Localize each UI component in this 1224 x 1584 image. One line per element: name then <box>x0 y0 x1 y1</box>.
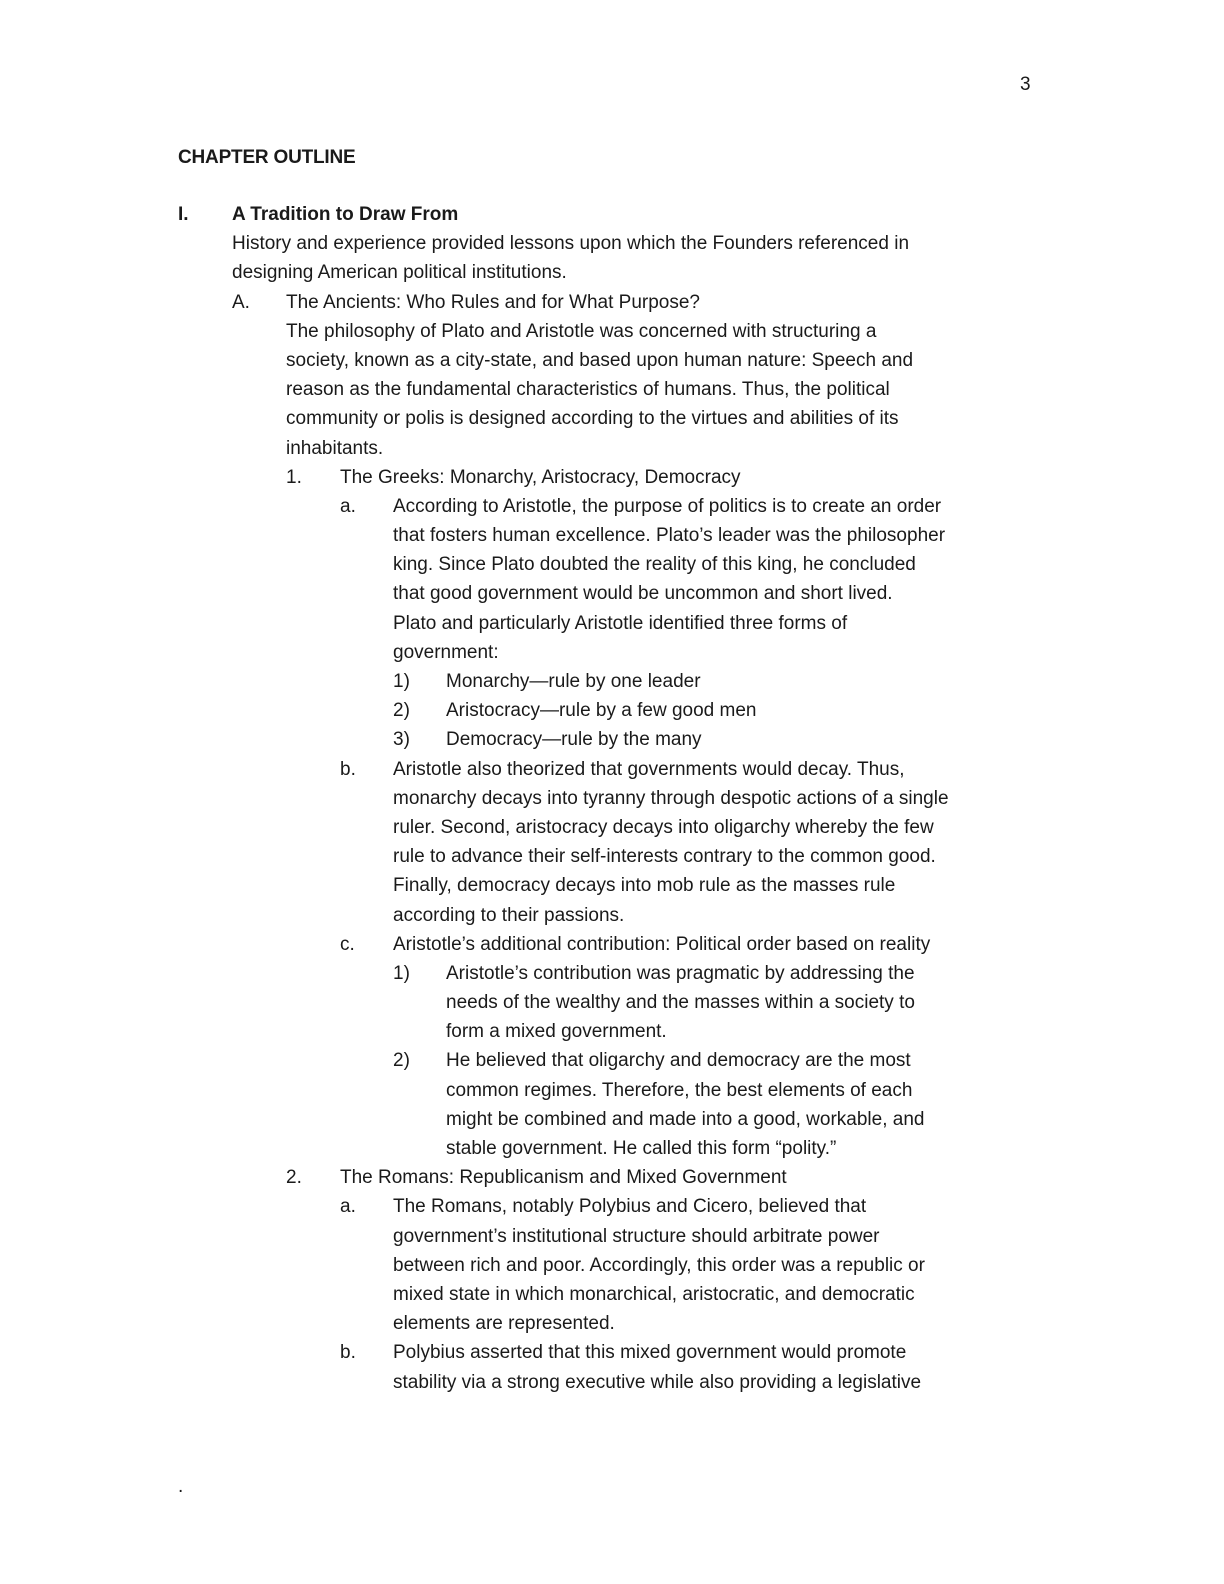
outline-text: The Romans, notably Polybius and Cicero, believed that <box>393 1196 867 1218</box>
outline-text: Finally, democracy decays into mob rule as the masses rule <box>393 875 896 897</box>
outline-line <box>0 346 1224 375</box>
outline-text: stability via a strong executive while also providing a legislative <box>393 1371 922 1393</box>
outline-text: that good government would be uncommon and short lived. <box>393 583 893 605</box>
outline-text: reason as the fundamental characteristics of humans. Thus, the political <box>286 379 890 401</box>
outline-text: needs of the wealthy and the masses within a society to <box>446 992 915 1014</box>
outline-line <box>0 579 1224 608</box>
chapter-title: CHAPTER OUTLINE <box>178 147 356 168</box>
outline-line <box>0 1251 1224 1280</box>
outline-line <box>0 784 1224 813</box>
outline-text: According to Aristotle, the purpose of politics is to create an order <box>393 495 942 517</box>
outline-marker: 2) <box>393 1050 410 1072</box>
outline-text: The Ancients: Who Rules and for What Purpose? <box>286 291 700 313</box>
outline-line <box>0 755 1224 784</box>
outline-line <box>0 988 1224 1017</box>
outline-line <box>0 871 1224 900</box>
outline-text: according to their passions. <box>393 904 625 926</box>
outline-marker: I. <box>178 204 189 225</box>
outline-marker: 1. <box>286 466 302 488</box>
outline-line <box>0 200 1224 229</box>
outline-line <box>0 1192 1224 1221</box>
outline-line <box>0 1163 1224 1192</box>
outline-line <box>0 404 1224 433</box>
outline-line <box>0 1222 1224 1251</box>
outline-line <box>0 1134 1224 1163</box>
outline-text: He believed that oligarchy and democracy are the most <box>446 1050 911 1072</box>
outline-text: government’s institutional structure should arbitrate power <box>393 1225 880 1247</box>
outline-marker: c. <box>340 933 355 955</box>
outline-line <box>0 1046 1224 1075</box>
outline-marker: A. <box>232 291 250 313</box>
outline-line <box>0 725 1224 754</box>
outline-text: ruler. Second, aristocracy decays into oligarchy whereby the few <box>393 816 934 838</box>
outline-text: rule to advance their self-interests contrary to the common good. <box>393 846 936 868</box>
outline-line <box>0 813 1224 842</box>
outline-text: Polybius asserted that this mixed government would promote <box>393 1342 907 1364</box>
outline-text: monarchy decays into tyranny through despotic actions of a single <box>393 787 949 809</box>
outline-line <box>0 463 1224 492</box>
outline-line <box>0 842 1224 871</box>
outline-text: mixed state in which monarchical, aristocratic, and democratic <box>393 1283 915 1305</box>
outline-line <box>0 229 1224 258</box>
outline-line <box>0 1368 1224 1397</box>
outline-line <box>0 258 1224 287</box>
outline-line <box>0 1338 1224 1367</box>
outline-text: designing American political institutions. <box>232 262 567 284</box>
outline-marker: 3) <box>393 729 410 751</box>
outline-text: Plato and particularly Aristotle identified three forms of <box>393 612 848 634</box>
outline-line <box>0 288 1224 317</box>
outline-line <box>0 667 1224 696</box>
outline-line <box>0 1076 1224 1105</box>
outline-text: that fosters human excellence. Plato’s leader was the philosopher <box>393 525 946 547</box>
outline-text: inhabitants. <box>286 437 384 459</box>
outline-text: common regimes. Therefore, the best elements of each <box>446 1079 913 1101</box>
outline-marker: 2) <box>393 700 410 722</box>
outline-line <box>0 375 1224 404</box>
outline-text: government: <box>393 641 499 663</box>
outline-text: The Romans: Republicanism and Mixed Government <box>340 1167 787 1189</box>
outline-marker: a. <box>340 1196 356 1218</box>
outline-text: community or polis is designed according to the virtues and abilities of its <box>286 408 899 430</box>
outline-line <box>0 317 1224 346</box>
outline-line <box>0 959 1224 988</box>
outline-marker: 2. <box>286 1167 302 1189</box>
outline-text: Aristotle’s additional contribution: Political order based on reality <box>393 933 931 955</box>
outline-line <box>0 1017 1224 1046</box>
page-number: 3 <box>1020 74 1031 95</box>
outline-text: might be combined and made into a good, workable, and <box>446 1108 925 1130</box>
outline-text: The philosophy of Plato and Aristotle was concerned with structuring a <box>286 320 877 342</box>
outline-text: form a mixed government. <box>446 1021 667 1043</box>
outline-line <box>0 1309 1224 1338</box>
outline-line <box>0 696 1224 725</box>
outline-line <box>0 609 1224 638</box>
outline-marker: b. <box>340 1342 356 1364</box>
outline-text: between rich and poor. Accordingly, this order was a republic or <box>393 1254 925 1276</box>
section-heading: A Tradition to Draw From <box>232 204 459 225</box>
footer-mark: . <box>178 1476 184 1497</box>
outline-text: stable government. He called this form “polity.” <box>446 1138 837 1159</box>
outline-line <box>0 521 1224 550</box>
outline-line <box>0 1105 1224 1134</box>
outline-text: society, known as a city-state, and based upon human nature: Speech and <box>286 349 914 371</box>
outline-text: The Greeks: Monarchy, Aristocracy, Democracy <box>340 466 741 488</box>
outline-marker: 1) <box>393 671 410 692</box>
outline-line <box>0 901 1224 930</box>
outline-marker: a. <box>340 495 356 517</box>
outline-text: Aristotle also theorized that governments would decay. Thus, <box>393 758 905 780</box>
outline-text: elements are represented. <box>393 1313 615 1335</box>
outline-line <box>0 930 1224 959</box>
outline-text: History and experience provided lessons upon which the Founders referenced in <box>232 233 910 255</box>
chapter-outline <box>0 200 1224 1397</box>
outline-marker: b. <box>340 758 356 780</box>
outline-line <box>0 492 1224 521</box>
outline-line <box>0 550 1224 579</box>
outline-text: Aristocracy—rule by a few good men <box>446 700 757 722</box>
outline-line <box>0 1280 1224 1309</box>
outline-text: Democracy—rule by the many <box>446 729 702 751</box>
outline-line <box>0 434 1224 463</box>
outline-text: Monarchy—rule by one leader <box>446 671 701 692</box>
outline-text: Aristotle’s contribution was pragmatic by addressing the <box>446 962 915 984</box>
outline-marker: 1) <box>393 962 410 984</box>
outline-text: king. Since Plato doubted the reality of this king, he concluded <box>393 554 916 576</box>
outline-line <box>0 638 1224 667</box>
